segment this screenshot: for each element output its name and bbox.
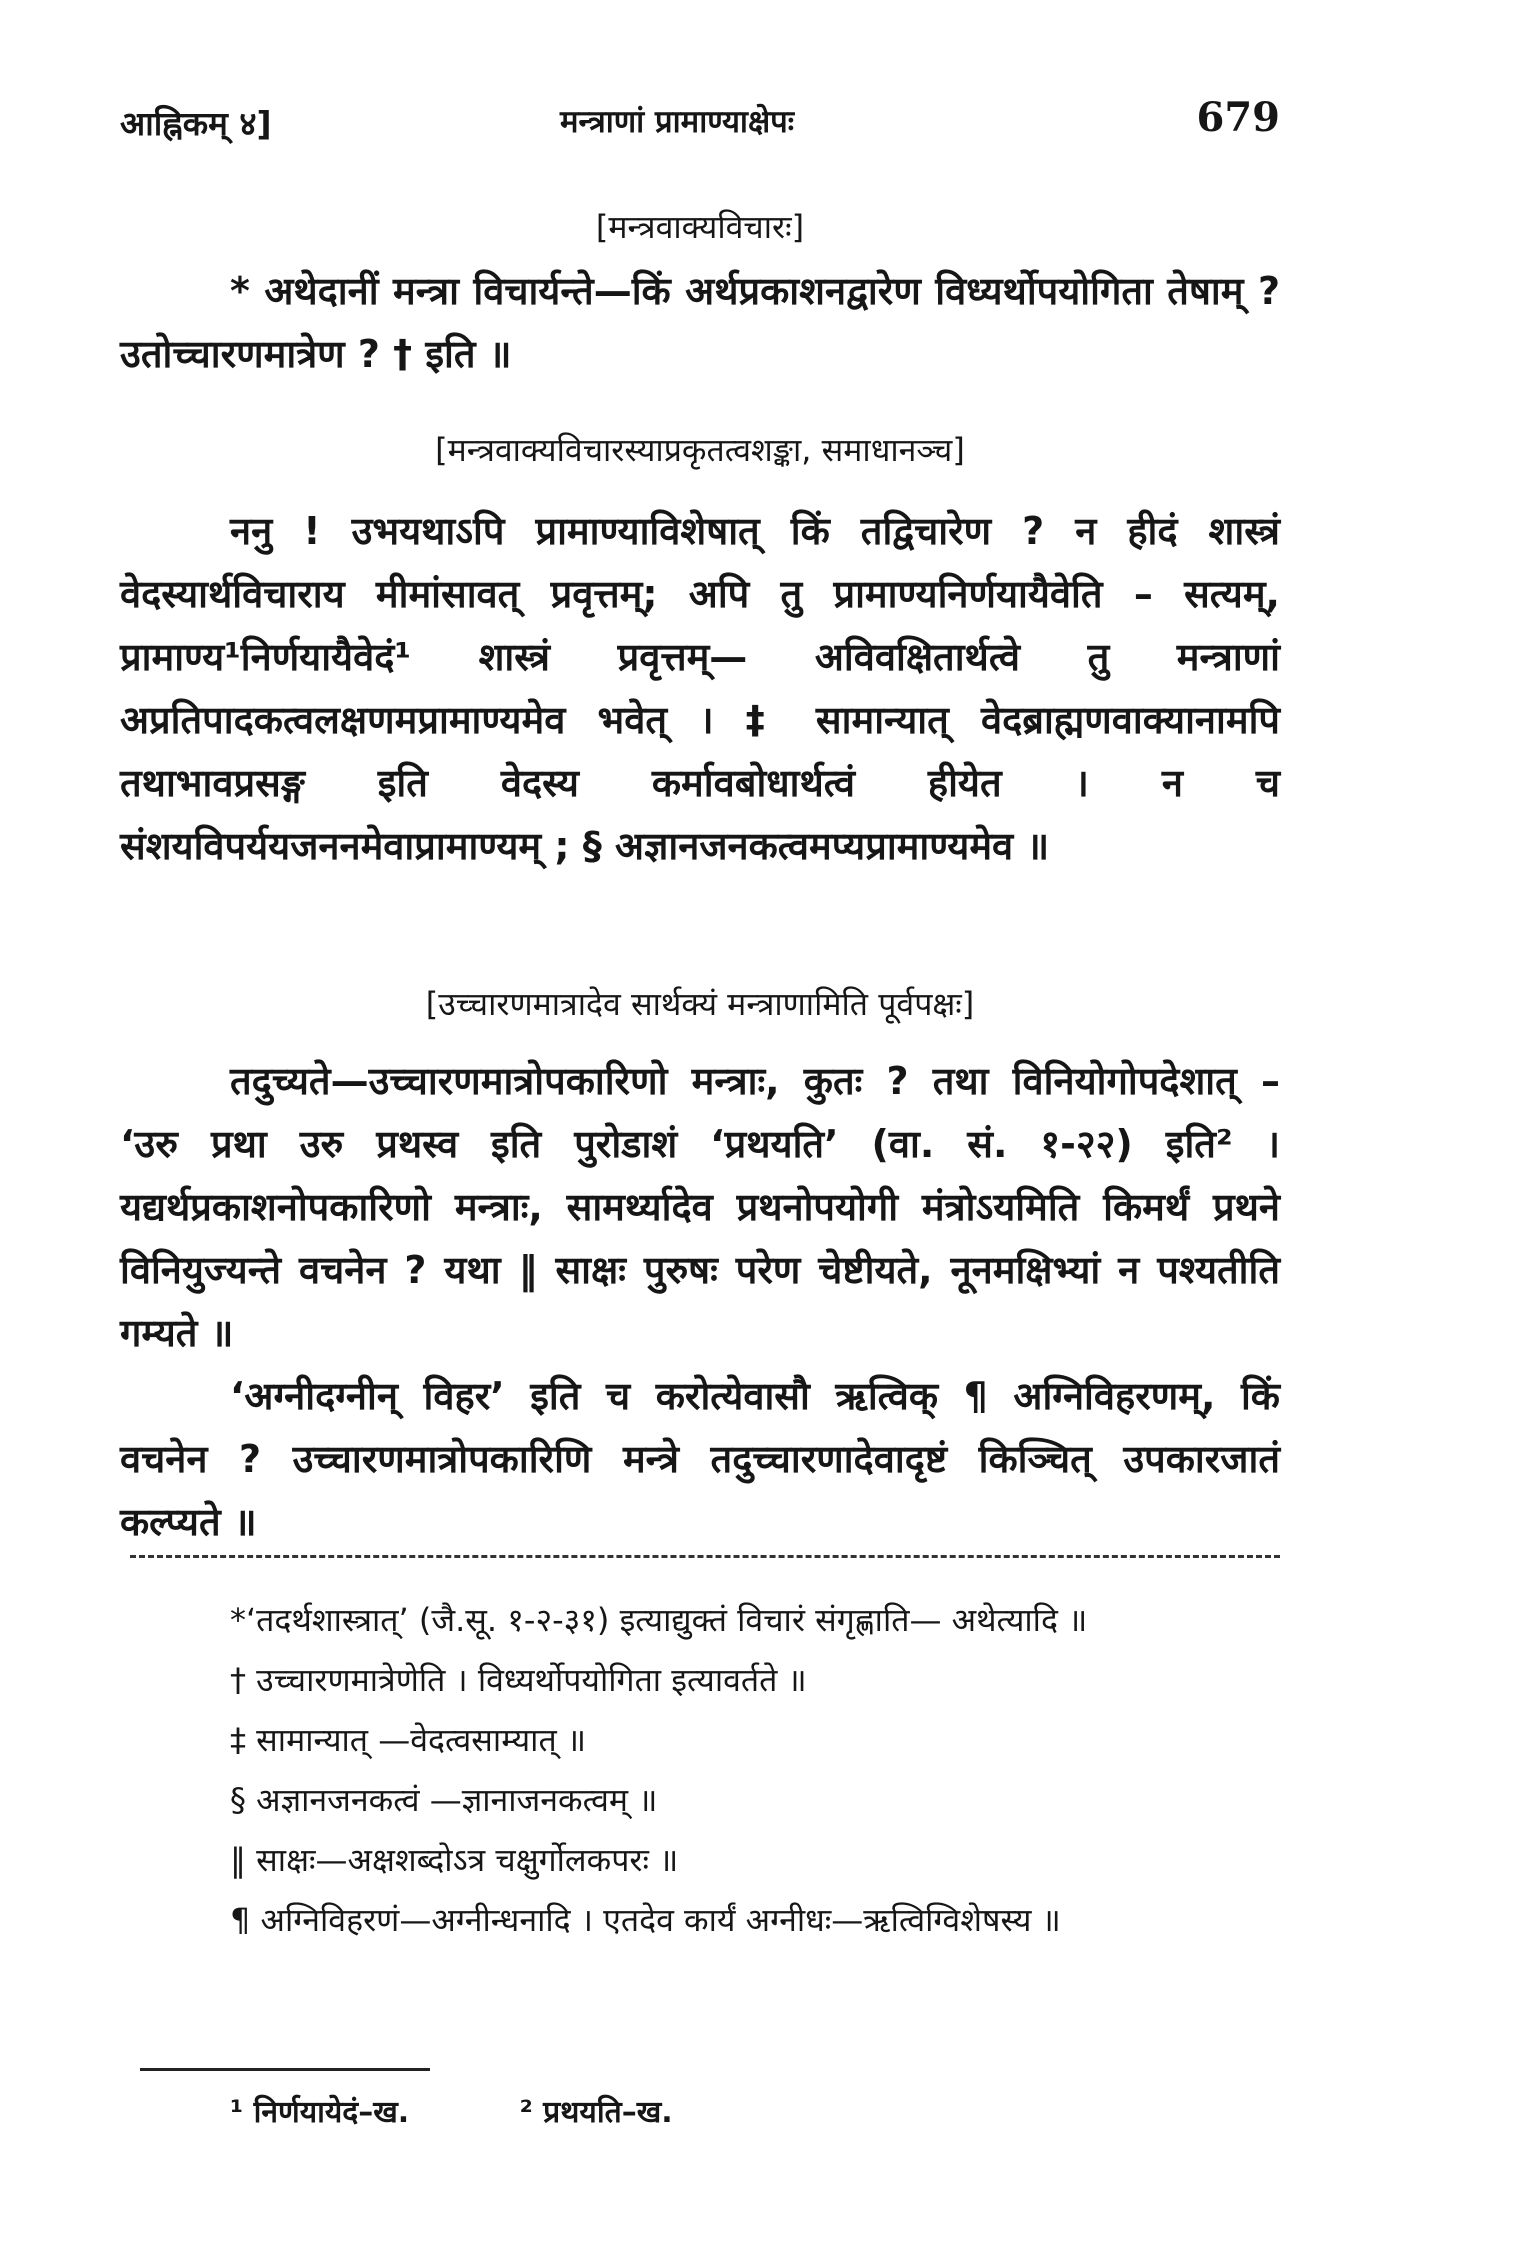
- footnotes: [120, 1590, 1280, 1950]
- section-heading-2: [मन्त्रवाक्यविचारस्याप्रकृतत्वशङ्का, समाधानञ्च]: [435, 431, 965, 469]
- section-text-2: [120, 500, 1280, 878]
- section-heading-1: [मन्त्रवाक्यविचारः]: [595, 208, 805, 246]
- footnote: ‖ साक्षः—अक्षशब्दोऽत्र चक्षुर्गोलकपरः ॥: [230, 1841, 679, 1879]
- page-number: 679: [1196, 94, 1280, 141]
- footnote-separator: [130, 1555, 1280, 1558]
- paragraph: ‘अग्नीदग्नीन् विहर’ इति च करोत्येवासौ ऋत्विक् ¶ अग्निविहरणम्, किं वचनेन ? उच्चारणमात्रोपकारिणि मन्त्रे तदुच्चारणादेवादृष्टं किञ्चित् उपकारजातं कल्प्यते ॥: [120, 1374, 1280, 1544]
- running-title: मन्त्राणां प्रामाण्याक्षेपः: [560, 104, 795, 140]
- paragraph: ननु ! उभयथाऽपि प्रामाण्याविशेषात् किं तद्विचारेण ? न हीदं शास्त्रं वेदस्यार्थविचाराय मीमांसावत् प्रवृत्तम्; अपि तु प्रामाण्यनिर्णयायैवेति – सत्यम्, प्रामाण्य¹निर्णयायैवेदं¹ शास्त्रं प्रवृत्तम्— अविवक्षितार्थत्वे तु मन्त्राणां अप्रतिपादकत्वलक्षणमप्रामाण्यमेव भवेत् । ‡ सामान्यात् वेदब्राह्मणवाक्यानामपि तथाभावप्रसङ्ग इति वेदस्य कर्मावबोधार्थत्वं हीयेत । न च संशयविपर्ययजननमेवाप्रामाण्यम् ; § अज्ञानजनकत्वमप्यप्रामाण्यमेव ॥: [120, 509, 1280, 868]
- footnote: *‘तदर्थशास्त्रात्’ (जै.सू. १-२-३१) इत्याद्युक्तं विचारं संगृह्णाति— अथेत्यादि ॥: [230, 1601, 1088, 1639]
- section-text-1: [120, 260, 1280, 386]
- endnote-separator: [140, 2068, 430, 2071]
- footnote: † उच्चारणमात्रेणेति । विध्यर्थोपयोगिता इत्यावर्तते ॥: [230, 1661, 807, 1699]
- endnote: ² प्रथयति–ख.: [519, 2095, 673, 2130]
- section-heading-3: [उच्चारणमात्रादेव सार्थक्यं मन्त्राणामिति पूर्वपक्षः]: [425, 985, 975, 1023]
- chapter-marker: आह्निकम् ४]: [120, 104, 272, 143]
- paragraph: तदुच्यते—उच्चारणमात्रोपकारिणो मन्त्राः, कुतः ? तथा विनियोगोपदेशात् – ‘उरु प्रथा उरु प्रथस्व इति पुरोडाशं ‘प्रथयति’ (वा. सं. १-२२) इति² । यद्यर्थप्रकाशनोपकारिणो मन्त्राः, सामर्थ्यादेव प्रथनोपयोगी मंत्रोऽयमिति किमर्थं प्रथने विनियुज्यन्ते वचनेन ? यथा ‖ साक्षः पुरुषः परेण चेष्टीयते, नूनमक्षिभ्यां न पश्यतीति गम्यते ॥: [120, 1059, 1280, 1355]
- variant-readings: [230, 2090, 773, 2136]
- section-text-3: [120, 1050, 1280, 1554]
- endnote: ¹ निर्णयायेदं–ख.: [230, 2095, 410, 2130]
- footnote: ‡ सामान्यात् —वेदत्वसाम्यात् ॥: [230, 1721, 587, 1759]
- footnote: § अज्ञानजनकत्वं —ज्ञानाजनकत्वम् ॥: [230, 1781, 658, 1819]
- running-header: [120, 94, 1280, 160]
- footnote: ¶ अग्निविहरणं—अग्नीन्धनादि । एतदेव कार्यं अग्नीधः—ऋत्विग्विशेषस्य ॥: [230, 1901, 1061, 1939]
- paragraph: * अथेदानीं मन्त्रा विचार्यन्ते—किं अर्थप्रकाशनद्वारेण विध्यर्थोपयोगिता तेषाम् ? उतोच्चारणमात्रेण ? † इति ॥: [120, 269, 1280, 376]
